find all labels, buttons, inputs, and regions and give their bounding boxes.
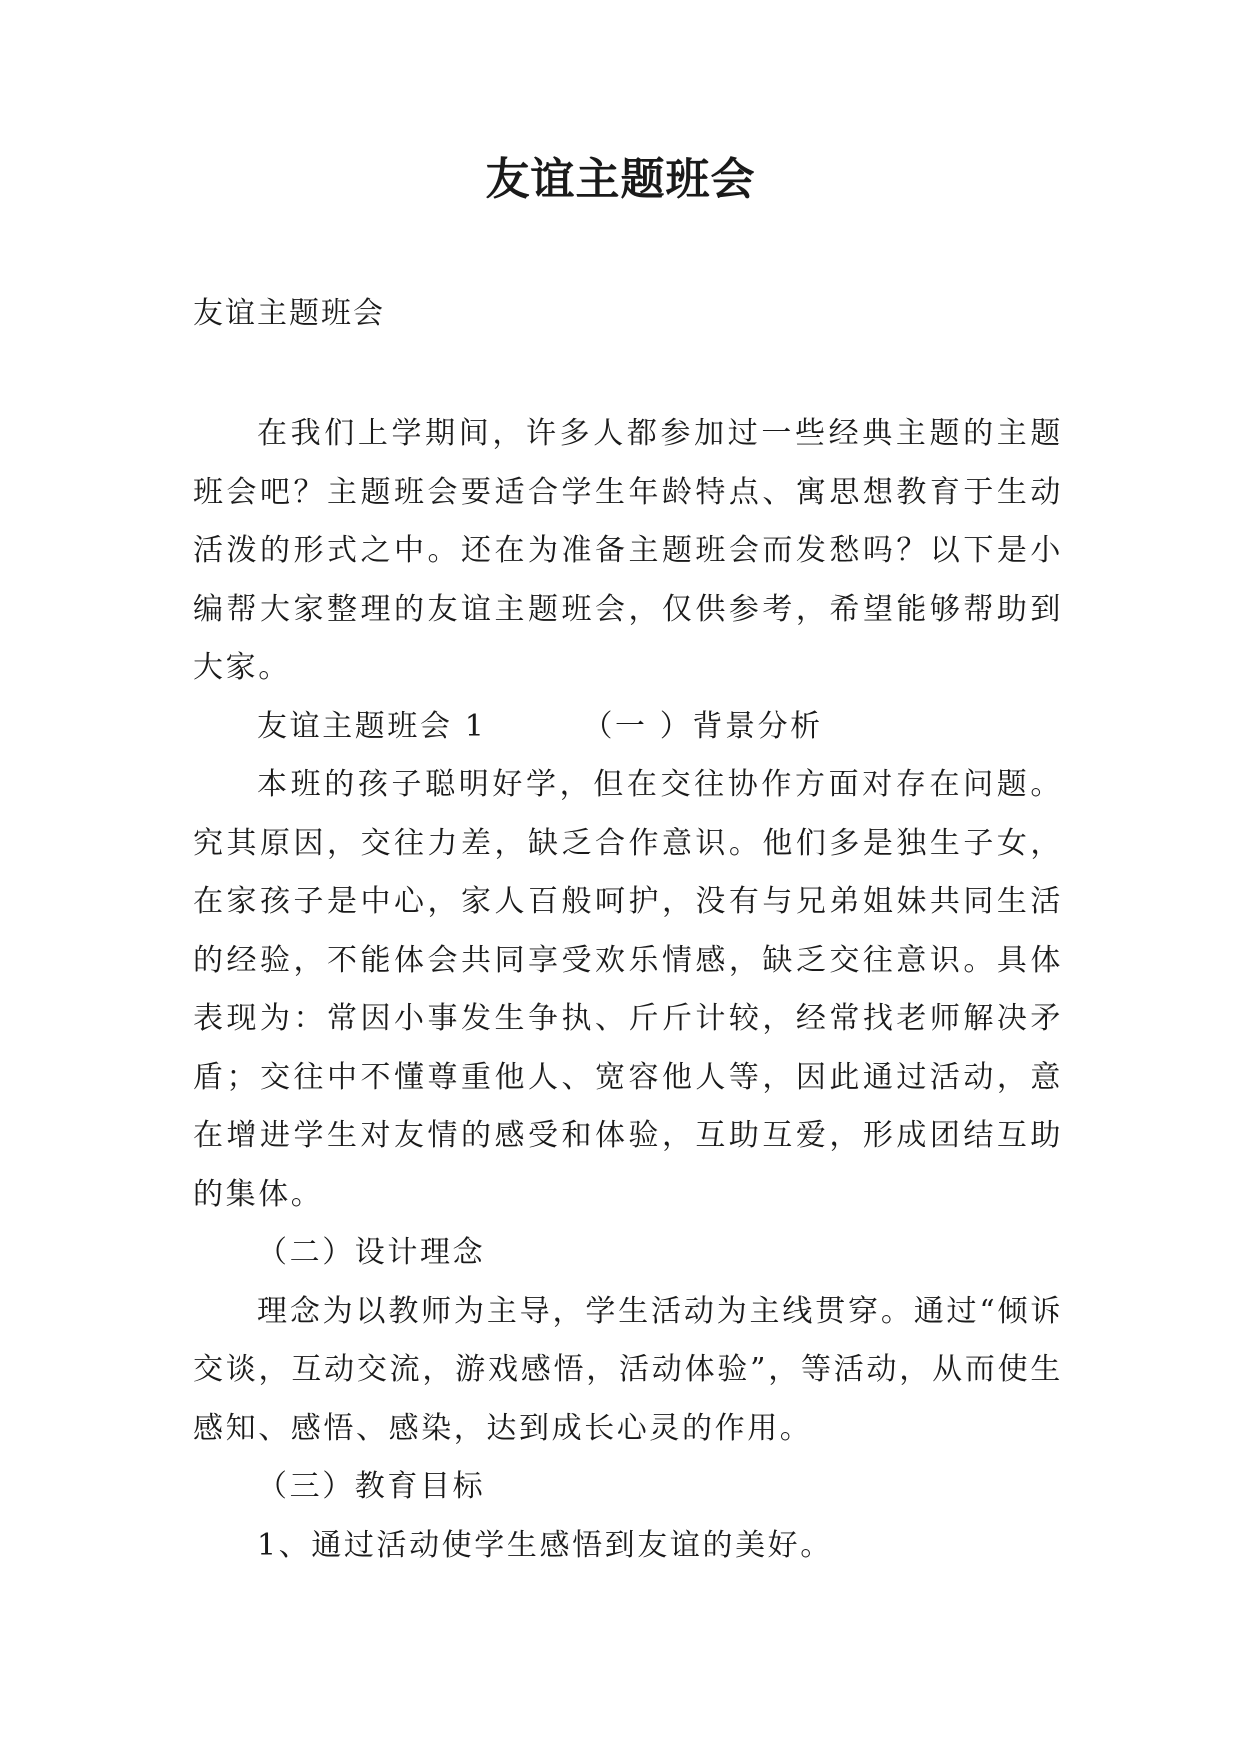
- document-subtitle: 友谊主题班会: [193, 296, 385, 331]
- document-body: [193, 405, 1063, 1575]
- design-heading: （二）设计理念: [257, 1235, 486, 1270]
- intro-paragraph: 在我们上学期间，许多人都参加过一些经典主题的主题班会吧？主题班会要适合学生年龄特点、寓思想教育于生动活泼的形式之中。还在为准备主题班会而发愁吗？以下是小编帮大家整理的友谊主题班会，仅供参考，希望能够帮助到大家。: [193, 416, 1063, 685]
- goals-heading: （三）教育目标: [257, 1469, 486, 1504]
- document-title: 友谊主题班会: [485, 154, 756, 205]
- background-paragraph: 本班的孩子聪明好学，但在交往协作方面对存在问题。究其原因，交往力差，缺乏合作意识。他们多是独生子女，在家孩子是中心，家人百般呵护，没有与兄弟姐妹共同生活的经验，不能体会共同享受欢乐情感，缺乏交往意识。具体表现为：常因小事发生争执、斤斤计较，经常找老师解决矛盾；交往中不懂尊重他人、宽容他人等，因此通过活动，意在增进学生对友情的感受和体验，互助互爱，形成团结互助的集体。: [193, 767, 1063, 1212]
- section-1-label: 友谊主题班会 1: [257, 708, 487, 744]
- goal-1-item: 1、通过活动使学生感悟到友谊的美好。: [257, 1527, 833, 1563]
- design-paragraph: 理念为以教师为主导，学生活动为主线贯穿。通过“倾诉交谈，互动交流，游戏感悟，活动体验”，等活动，从而使生感知、感悟、感染，达到成长心灵的作用。: [193, 1293, 1063, 1446]
- section-1-line: [193, 698, 1063, 757]
- background-heading: （一 ）背景分析: [582, 708, 823, 744]
